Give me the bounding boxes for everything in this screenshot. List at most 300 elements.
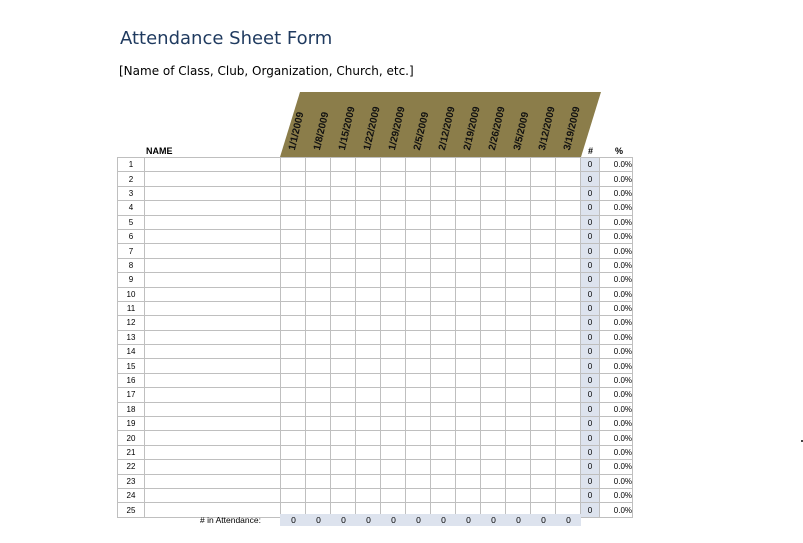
attendance-cell[interactable] — [306, 316, 331, 330]
attendance-cell[interactable] — [431, 373, 456, 387]
attendance-cell[interactable] — [431, 244, 456, 258]
attendance-cell[interactable] — [306, 229, 331, 243]
attendance-cell[interactable] — [481, 215, 506, 229]
attendance-cell[interactable] — [531, 460, 556, 474]
attendance-cell[interactable] — [456, 172, 481, 186]
attendance-cell[interactable] — [556, 244, 581, 258]
attendance-cell[interactable] — [406, 373, 431, 387]
attendance-cell[interactable] — [281, 330, 306, 344]
attendance-cell[interactable] — [281, 287, 306, 301]
attendance-cell[interactable] — [406, 287, 431, 301]
attendance-cell[interactable] — [506, 330, 531, 344]
attendance-cell[interactable] — [456, 201, 481, 215]
organization-name-placeholder[interactable]: [Name of Class, Club, Organization, Church, etc.] — [119, 64, 414, 78]
attendance-cell[interactable] — [556, 258, 581, 272]
attendance-cell[interactable] — [481, 158, 506, 172]
attendance-cell[interactable] — [431, 488, 456, 502]
attendance-cell[interactable] — [331, 172, 356, 186]
attendance-cell[interactable] — [506, 201, 531, 215]
attendance-cell[interactable] — [506, 158, 531, 172]
attendance-cell[interactable] — [456, 373, 481, 387]
attendance-cell[interactable] — [456, 460, 481, 474]
attendance-cell[interactable] — [481, 258, 506, 272]
name-cell[interactable] — [145, 158, 281, 172]
attendance-cell[interactable] — [381, 201, 406, 215]
attendance-cell[interactable] — [481, 345, 506, 359]
attendance-cell[interactable] — [481, 186, 506, 200]
attendance-cell[interactable] — [406, 488, 431, 502]
attendance-cell[interactable] — [556, 474, 581, 488]
attendance-cell[interactable] — [531, 373, 556, 387]
attendance-cell[interactable] — [506, 373, 531, 387]
attendance-cell[interactable] — [556, 158, 581, 172]
name-cell[interactable] — [145, 460, 281, 474]
attendance-cell[interactable] — [431, 402, 456, 416]
attendance-cell[interactable] — [506, 172, 531, 186]
attendance-cell[interactable] — [431, 273, 456, 287]
attendance-cell[interactable] — [556, 273, 581, 287]
attendance-cell[interactable] — [331, 273, 356, 287]
attendance-cell[interactable] — [381, 488, 406, 502]
attendance-cell[interactable] — [431, 215, 456, 229]
attendance-cell[interactable] — [381, 186, 406, 200]
attendance-cell[interactable] — [531, 258, 556, 272]
name-cell[interactable] — [145, 431, 281, 445]
attendance-cell[interactable] — [356, 330, 381, 344]
attendance-cell[interactable] — [406, 402, 431, 416]
attendance-cell[interactable] — [531, 287, 556, 301]
attendance-cell[interactable] — [431, 258, 456, 272]
attendance-cell[interactable] — [306, 244, 331, 258]
attendance-cell[interactable] — [381, 474, 406, 488]
attendance-cell[interactable] — [556, 345, 581, 359]
attendance-cell[interactable] — [556, 417, 581, 431]
name-cell[interactable] — [145, 258, 281, 272]
attendance-cell[interactable] — [456, 488, 481, 502]
attendance-cell[interactable] — [481, 287, 506, 301]
attendance-cell[interactable] — [556, 460, 581, 474]
attendance-cell[interactable] — [506, 186, 531, 200]
attendance-cell[interactable] — [306, 431, 331, 445]
attendance-cell[interactable] — [306, 445, 331, 459]
name-cell[interactable] — [145, 273, 281, 287]
attendance-cell[interactable] — [406, 158, 431, 172]
attendance-cell[interactable] — [356, 215, 381, 229]
attendance-cell[interactable] — [556, 186, 581, 200]
attendance-cell[interactable] — [481, 460, 506, 474]
attendance-cell[interactable] — [331, 474, 356, 488]
attendance-cell[interactable] — [506, 431, 531, 445]
attendance-cell[interactable] — [506, 474, 531, 488]
name-cell[interactable] — [145, 417, 281, 431]
attendance-cell[interactable] — [306, 258, 331, 272]
attendance-cell[interactable] — [406, 301, 431, 315]
attendance-cell[interactable] — [481, 474, 506, 488]
name-cell[interactable] — [145, 215, 281, 229]
name-cell[interactable] — [145, 488, 281, 502]
attendance-cell[interactable] — [381, 431, 406, 445]
attendance-cell[interactable] — [406, 201, 431, 215]
attendance-cell[interactable] — [431, 301, 456, 315]
attendance-cell[interactable] — [431, 431, 456, 445]
attendance-cell[interactable] — [406, 258, 431, 272]
attendance-cell[interactable] — [531, 301, 556, 315]
attendance-cell[interactable] — [381, 445, 406, 459]
attendance-cell[interactable] — [531, 402, 556, 416]
attendance-cell[interactable] — [406, 172, 431, 186]
attendance-cell[interactable] — [556, 316, 581, 330]
attendance-cell[interactable] — [281, 488, 306, 502]
attendance-cell[interactable] — [306, 330, 331, 344]
attendance-cell[interactable] — [506, 359, 531, 373]
attendance-cell[interactable] — [331, 287, 356, 301]
attendance-cell[interactable] — [531, 273, 556, 287]
attendance-cell[interactable] — [431, 186, 456, 200]
attendance-cell[interactable] — [556, 488, 581, 502]
attendance-cell[interactable] — [431, 474, 456, 488]
attendance-cell[interactable] — [481, 388, 506, 402]
attendance-cell[interactable] — [356, 445, 381, 459]
attendance-cell[interactable] — [331, 373, 356, 387]
attendance-cell[interactable] — [381, 316, 406, 330]
attendance-cell[interactable] — [506, 287, 531, 301]
name-cell[interactable] — [145, 229, 281, 243]
attendance-cell[interactable] — [281, 186, 306, 200]
attendance-cell[interactable] — [281, 258, 306, 272]
attendance-cell[interactable] — [331, 445, 356, 459]
name-cell[interactable] — [145, 359, 281, 373]
attendance-cell[interactable] — [306, 474, 331, 488]
attendance-cell[interactable] — [431, 158, 456, 172]
attendance-cell[interactable] — [531, 172, 556, 186]
attendance-cell[interactable] — [281, 474, 306, 488]
attendance-cell[interactable] — [481, 373, 506, 387]
attendance-cell[interactable] — [381, 345, 406, 359]
name-cell[interactable] — [145, 373, 281, 387]
attendance-cell[interactable] — [531, 388, 556, 402]
attendance-cell[interactable] — [556, 215, 581, 229]
attendance-cell[interactable] — [456, 287, 481, 301]
attendance-cell[interactable] — [406, 273, 431, 287]
attendance-cell[interactable] — [281, 301, 306, 315]
attendance-cell[interactable] — [306, 373, 331, 387]
attendance-cell[interactable] — [356, 186, 381, 200]
attendance-cell[interactable] — [431, 172, 456, 186]
attendance-cell[interactable] — [356, 474, 381, 488]
attendance-cell[interactable] — [306, 359, 331, 373]
attendance-cell[interactable] — [481, 402, 506, 416]
attendance-cell[interactable] — [406, 186, 431, 200]
attendance-cell[interactable] — [531, 201, 556, 215]
attendance-cell[interactable] — [306, 388, 331, 402]
attendance-cell[interactable] — [306, 201, 331, 215]
attendance-cell[interactable] — [556, 445, 581, 459]
attendance-cell[interactable] — [356, 373, 381, 387]
attendance-cell[interactable] — [356, 273, 381, 287]
attendance-cell[interactable] — [406, 474, 431, 488]
attendance-cell[interactable] — [456, 301, 481, 315]
attendance-cell[interactable] — [331, 201, 356, 215]
attendance-cell[interactable] — [281, 417, 306, 431]
attendance-cell[interactable] — [281, 431, 306, 445]
attendance-cell[interactable] — [506, 445, 531, 459]
attendance-cell[interactable] — [456, 445, 481, 459]
attendance-cell[interactable] — [531, 229, 556, 243]
attendance-cell[interactable] — [381, 373, 406, 387]
attendance-cell[interactable] — [506, 273, 531, 287]
name-cell[interactable] — [145, 287, 281, 301]
attendance-cell[interactable] — [381, 460, 406, 474]
attendance-cell[interactable] — [306, 172, 331, 186]
attendance-cell[interactable] — [456, 345, 481, 359]
attendance-cell[interactable] — [456, 215, 481, 229]
attendance-cell[interactable] — [506, 244, 531, 258]
attendance-cell[interactable] — [281, 402, 306, 416]
attendance-cell[interactable] — [456, 359, 481, 373]
attendance-cell[interactable] — [506, 388, 531, 402]
attendance-cell[interactable] — [406, 460, 431, 474]
attendance-cell[interactable] — [431, 330, 456, 344]
attendance-cell[interactable] — [406, 417, 431, 431]
attendance-cell[interactable] — [306, 287, 331, 301]
attendance-cell[interactable] — [431, 229, 456, 243]
attendance-cell[interactable] — [456, 229, 481, 243]
attendance-cell[interactable] — [431, 460, 456, 474]
attendance-cell[interactable] — [331, 345, 356, 359]
name-cell[interactable] — [145, 244, 281, 258]
attendance-cell[interactable] — [506, 460, 531, 474]
attendance-cell[interactable] — [556, 287, 581, 301]
attendance-cell[interactable] — [456, 316, 481, 330]
attendance-cell[interactable] — [531, 316, 556, 330]
attendance-cell[interactable] — [331, 388, 356, 402]
attendance-cell[interactable] — [331, 417, 356, 431]
attendance-cell[interactable] — [356, 158, 381, 172]
attendance-cell[interactable] — [331, 186, 356, 200]
attendance-cell[interactable] — [531, 431, 556, 445]
attendance-cell[interactable] — [531, 215, 556, 229]
attendance-cell[interactable] — [331, 460, 356, 474]
name-cell[interactable] — [145, 316, 281, 330]
attendance-cell[interactable] — [556, 301, 581, 315]
attendance-cell[interactable] — [381, 273, 406, 287]
attendance-cell[interactable] — [456, 474, 481, 488]
attendance-cell[interactable] — [406, 244, 431, 258]
attendance-cell[interactable] — [281, 388, 306, 402]
attendance-cell[interactable] — [556, 201, 581, 215]
attendance-cell[interactable] — [531, 474, 556, 488]
attendance-cell[interactable] — [531, 359, 556, 373]
attendance-cell[interactable] — [356, 460, 381, 474]
attendance-cell[interactable] — [331, 316, 356, 330]
attendance-cell[interactable] — [331, 359, 356, 373]
attendance-cell[interactable] — [381, 158, 406, 172]
attendance-cell[interactable] — [281, 345, 306, 359]
attendance-cell[interactable] — [431, 316, 456, 330]
attendance-cell[interactable] — [506, 215, 531, 229]
attendance-cell[interactable] — [306, 301, 331, 315]
attendance-cell[interactable] — [456, 186, 481, 200]
attendance-cell[interactable] — [481, 445, 506, 459]
attendance-cell[interactable] — [531, 330, 556, 344]
attendance-cell[interactable] — [506, 316, 531, 330]
name-cell[interactable] — [145, 445, 281, 459]
attendance-cell[interactable] — [306, 345, 331, 359]
attendance-cell[interactable] — [506, 402, 531, 416]
attendance-cell[interactable] — [481, 316, 506, 330]
attendance-cell[interactable] — [356, 488, 381, 502]
attendance-cell[interactable] — [331, 244, 356, 258]
attendance-cell[interactable] — [481, 273, 506, 287]
attendance-cell[interactable] — [456, 258, 481, 272]
attendance-cell[interactable] — [531, 186, 556, 200]
name-cell[interactable] — [145, 345, 281, 359]
attendance-cell[interactable] — [506, 229, 531, 243]
attendance-cell[interactable] — [481, 330, 506, 344]
attendance-cell[interactable] — [356, 388, 381, 402]
attendance-cell[interactable] — [306, 186, 331, 200]
attendance-cell[interactable] — [306, 158, 331, 172]
attendance-cell[interactable] — [506, 488, 531, 502]
name-cell[interactable] — [145, 388, 281, 402]
attendance-cell[interactable] — [481, 359, 506, 373]
attendance-cell[interactable] — [356, 201, 381, 215]
attendance-cell[interactable] — [331, 402, 356, 416]
attendance-cell[interactable] — [406, 445, 431, 459]
attendance-cell[interactable] — [356, 431, 381, 445]
attendance-cell[interactable] — [331, 229, 356, 243]
attendance-cell[interactable] — [431, 388, 456, 402]
name-cell[interactable] — [145, 330, 281, 344]
attendance-cell[interactable] — [431, 417, 456, 431]
attendance-cell[interactable] — [531, 417, 556, 431]
attendance-cell[interactable] — [531, 345, 556, 359]
attendance-cell[interactable] — [381, 417, 406, 431]
attendance-cell[interactable] — [281, 201, 306, 215]
attendance-cell[interactable] — [306, 488, 331, 502]
attendance-cell[interactable] — [531, 244, 556, 258]
attendance-cell[interactable] — [481, 301, 506, 315]
attendance-cell[interactable] — [331, 301, 356, 315]
attendance-cell[interactable] — [531, 445, 556, 459]
attendance-cell[interactable] — [281, 229, 306, 243]
attendance-cell[interactable] — [556, 172, 581, 186]
attendance-cell[interactable] — [481, 488, 506, 502]
name-cell[interactable] — [145, 474, 281, 488]
attendance-cell[interactable] — [281, 359, 306, 373]
attendance-cell[interactable] — [481, 229, 506, 243]
attendance-cell[interactable] — [306, 460, 331, 474]
attendance-cell[interactable] — [281, 244, 306, 258]
attendance-cell[interactable] — [381, 330, 406, 344]
attendance-cell[interactable] — [481, 172, 506, 186]
attendance-cell[interactable] — [381, 388, 406, 402]
attendance-cell[interactable] — [456, 158, 481, 172]
attendance-cell[interactable] — [281, 215, 306, 229]
attendance-cell[interactable] — [331, 158, 356, 172]
attendance-cell[interactable] — [456, 402, 481, 416]
attendance-cell[interactable] — [406, 388, 431, 402]
attendance-cell[interactable] — [381, 301, 406, 315]
attendance-cell[interactable] — [356, 301, 381, 315]
attendance-cell[interactable] — [306, 417, 331, 431]
attendance-cell[interactable] — [306, 402, 331, 416]
attendance-cell[interactable] — [331, 215, 356, 229]
attendance-cell[interactable] — [431, 287, 456, 301]
attendance-cell[interactable] — [456, 330, 481, 344]
attendance-cell[interactable] — [556, 330, 581, 344]
attendance-cell[interactable] — [281, 460, 306, 474]
attendance-cell[interactable] — [431, 201, 456, 215]
attendance-cell[interactable] — [381, 258, 406, 272]
attendance-cell[interactable] — [406, 345, 431, 359]
attendance-cell[interactable] — [331, 488, 356, 502]
attendance-cell[interactable] — [456, 273, 481, 287]
attendance-cell[interactable] — [356, 258, 381, 272]
attendance-cell[interactable] — [406, 431, 431, 445]
attendance-cell[interactable] — [531, 158, 556, 172]
attendance-cell[interactable] — [481, 244, 506, 258]
attendance-cell[interactable] — [406, 316, 431, 330]
attendance-cell[interactable] — [556, 373, 581, 387]
attendance-cell[interactable] — [356, 359, 381, 373]
attendance-cell[interactable] — [356, 417, 381, 431]
name-cell[interactable] — [145, 172, 281, 186]
attendance-cell[interactable] — [481, 201, 506, 215]
attendance-cell[interactable] — [506, 301, 531, 315]
attendance-cell[interactable] — [381, 215, 406, 229]
attendance-cell[interactable] — [506, 417, 531, 431]
attendance-cell[interactable] — [556, 402, 581, 416]
attendance-cell[interactable] — [281, 316, 306, 330]
attendance-cell[interactable] — [356, 172, 381, 186]
attendance-cell[interactable] — [406, 330, 431, 344]
name-cell[interactable] — [145, 201, 281, 215]
attendance-cell[interactable] — [381, 229, 406, 243]
attendance-cell[interactable] — [381, 359, 406, 373]
attendance-cell[interactable] — [381, 172, 406, 186]
name-cell[interactable] — [145, 301, 281, 315]
attendance-cell[interactable] — [356, 287, 381, 301]
attendance-cell[interactable] — [556, 431, 581, 445]
attendance-cell[interactable] — [431, 445, 456, 459]
attendance-cell[interactable] — [356, 345, 381, 359]
attendance-cell[interactable] — [306, 215, 331, 229]
attendance-cell[interactable] — [356, 316, 381, 330]
attendance-cell[interactable] — [281, 172, 306, 186]
attendance-cell[interactable] — [281, 373, 306, 387]
attendance-cell[interactable] — [381, 402, 406, 416]
attendance-cell[interactable] — [281, 158, 306, 172]
attendance-cell[interactable] — [456, 388, 481, 402]
attendance-cell[interactable] — [456, 244, 481, 258]
attendance-cell[interactable] — [431, 359, 456, 373]
attendance-cell[interactable] — [331, 258, 356, 272]
attendance-cell[interactable] — [306, 273, 331, 287]
attendance-cell[interactable] — [281, 273, 306, 287]
attendance-cell[interactable] — [406, 215, 431, 229]
attendance-cell[interactable] — [331, 431, 356, 445]
attendance-cell[interactable] — [356, 244, 381, 258]
attendance-cell[interactable] — [381, 287, 406, 301]
attendance-cell[interactable] — [406, 229, 431, 243]
attendance-cell[interactable] — [356, 402, 381, 416]
attendance-cell[interactable] — [531, 488, 556, 502]
attendance-cell[interactable] — [556, 388, 581, 402]
attendance-cell[interactable] — [556, 359, 581, 373]
attendance-cell[interactable] — [281, 445, 306, 459]
attendance-cell[interactable] — [356, 229, 381, 243]
